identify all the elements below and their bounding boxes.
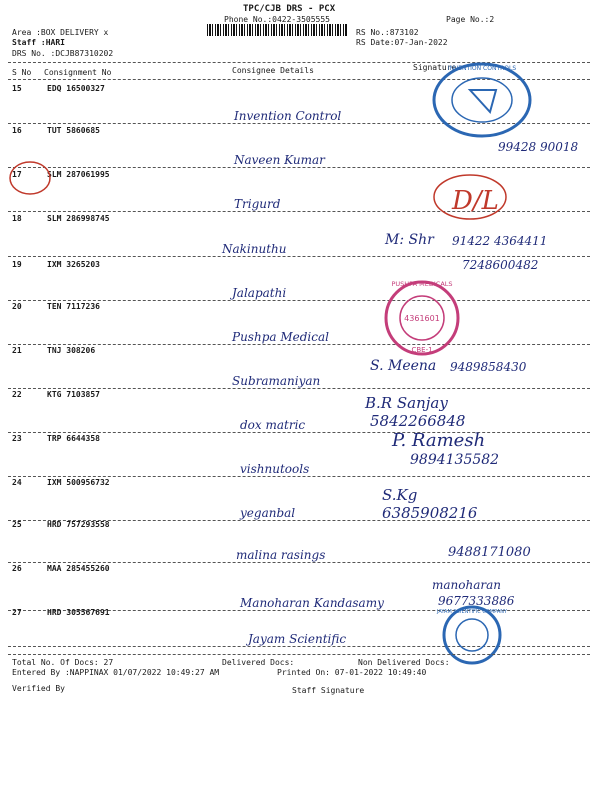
row-consignee: Nakinuthu xyxy=(222,242,287,256)
row-consignment-no: EDQ 16500327 xyxy=(47,84,105,93)
row-consignment-no: KTG 7103857 xyxy=(47,390,100,399)
svg-text:4361601: 4361601 xyxy=(404,314,440,323)
row-signature: 7248600482 xyxy=(462,258,539,272)
row-consignment-no: MAA 285455260 xyxy=(47,564,110,573)
sig-22-name: B.R Sanjay xyxy=(365,394,448,412)
row-consignee: Manoharan Kandasamy xyxy=(240,596,384,610)
pushpa-medicals-stamp xyxy=(382,270,462,365)
row-consignee: vishnutools xyxy=(240,462,310,476)
jayam-scientific-stamp xyxy=(438,604,508,666)
row-consignment-no: SLM 287061995 xyxy=(47,170,110,179)
row-signature: 9488171080 xyxy=(448,545,531,560)
row-signature: D/L xyxy=(452,186,499,216)
invention-controls-stamp xyxy=(430,60,540,140)
sig-26-name: manoharan xyxy=(432,578,501,592)
row-consignee: Pushpa Medical xyxy=(232,330,329,344)
row-consignment-no: HRD 305567691 xyxy=(47,608,110,617)
sig-24-name: S.Kg xyxy=(382,486,418,504)
row-sno: 15 xyxy=(12,84,22,93)
col-consignment: Consignment No xyxy=(44,68,112,77)
rs-number: RS No.:873102 xyxy=(356,28,419,37)
staff-label: Staff :HARI xyxy=(12,38,65,47)
row-consignee: Subramaniyan xyxy=(232,374,321,388)
row-consignee: Trigurd xyxy=(234,197,281,211)
verified-by: Verified By xyxy=(12,684,65,693)
phone-number: Phone No.:0422-3505555 xyxy=(224,15,330,24)
row-divider xyxy=(8,432,590,433)
row-consignee: malina rasings xyxy=(236,548,326,562)
row-consignee: yeganbal xyxy=(240,506,296,520)
row-divider xyxy=(8,476,590,477)
row-consignee: dox matric xyxy=(240,418,306,432)
footer-divider xyxy=(8,654,590,655)
printed-on: Printed On: 07-01-2022 10:49:40 xyxy=(277,668,427,677)
row-signature: 91422 4364411 xyxy=(452,234,548,248)
row-consignment-no: SLM 286998745 xyxy=(47,214,110,223)
col-sno: S No xyxy=(12,68,32,77)
row-sno: 25 xyxy=(12,520,22,529)
rs-date: RS Date:07-Jan-2022 xyxy=(356,38,448,47)
delivered-red-circle xyxy=(430,172,510,222)
drs-number: DRS No. :DCJB87310202 xyxy=(12,49,114,58)
row-sno: 16 xyxy=(12,126,22,135)
svg-text:PUSHPA MEDICALS: PUSHPA MEDICALS xyxy=(391,280,453,288)
area-label: Area :BOX DELIVERY x xyxy=(12,28,109,37)
row-consignee: Invention Control xyxy=(234,109,342,123)
red-circle-mark xyxy=(6,160,56,196)
row-consignee: Jayam Scientific xyxy=(248,632,347,646)
non-delivered-docs: Non Delivered Docs: xyxy=(358,658,450,667)
row-divider xyxy=(8,344,590,345)
page-number: Page No.:2 xyxy=(446,15,495,24)
total-docs: Total No. Of Docs: 27 xyxy=(12,658,114,667)
row-sno: 18 xyxy=(12,214,22,223)
row-consignment-no: TUT 5860685 xyxy=(47,126,100,135)
row-sno: 26 xyxy=(12,564,22,573)
row-sno: 22 xyxy=(12,390,22,399)
row-sno: 17 xyxy=(12,170,22,179)
row-divider xyxy=(8,562,590,563)
row-signature: 5842266848 xyxy=(370,412,466,430)
col-consignee: Consignee Details xyxy=(232,66,314,75)
row-consignment-no: HRD 757293558 xyxy=(47,520,110,529)
row-consignment-no: TRP 6644358 xyxy=(47,434,100,443)
row-signature: 6385908216 xyxy=(382,504,478,522)
row-signature: 9894135582 xyxy=(410,452,500,468)
barcode xyxy=(207,24,347,36)
sig-23-name: P. Ramesh xyxy=(392,430,486,451)
row-sno: 20 xyxy=(12,302,22,311)
row-signature: 9677333886 xyxy=(438,594,515,608)
svg-text:JAYAM SCIENTIFIC COMPANY: JAYAM SCIENTIFIC COMPANY xyxy=(436,609,508,615)
row-divider xyxy=(8,388,590,389)
row-consignment-no: IXM 500956732 xyxy=(47,478,110,487)
row-sno: 23 xyxy=(12,434,22,443)
staff-signature: Staff Signature xyxy=(292,686,365,695)
row-consignment-no: IXM 3265203 xyxy=(47,260,100,269)
sig-18-name: M: Shr xyxy=(385,232,434,248)
row-sno: 19 xyxy=(12,260,22,269)
row-consignee: Jalapathi xyxy=(232,286,287,300)
sig-21-name: S. Meena xyxy=(370,358,437,374)
row-divider xyxy=(8,256,590,257)
row-signature: 99428 90018 xyxy=(498,140,579,154)
row-consignment-no: TEN 7117236 xyxy=(47,302,100,311)
row-sno: 24 xyxy=(12,478,22,487)
row-divider xyxy=(8,300,590,301)
svg-text:INVENTION CONTROLS: INVENTION CONTROLS xyxy=(447,65,517,72)
svg-text:CBE-1: CBE-1 xyxy=(411,346,433,354)
document-title: TPC/CJB DRS - PCX xyxy=(243,4,336,14)
row-signature: 9489858430 xyxy=(450,360,527,374)
entered-by: Entered By :NAPPINAX 01/07/2022 10:49:27 AM xyxy=(12,668,220,677)
delivered-docs: Delivered Docs: xyxy=(222,658,295,667)
row-sno: 27 xyxy=(12,608,22,617)
row-divider xyxy=(8,167,590,168)
row-consignment-no: TNJ 308206 xyxy=(47,346,96,355)
row-consignee: Naveen Kumar xyxy=(234,153,325,167)
row-sno: 21 xyxy=(12,346,22,355)
col-signature: Signature xyxy=(413,63,457,72)
